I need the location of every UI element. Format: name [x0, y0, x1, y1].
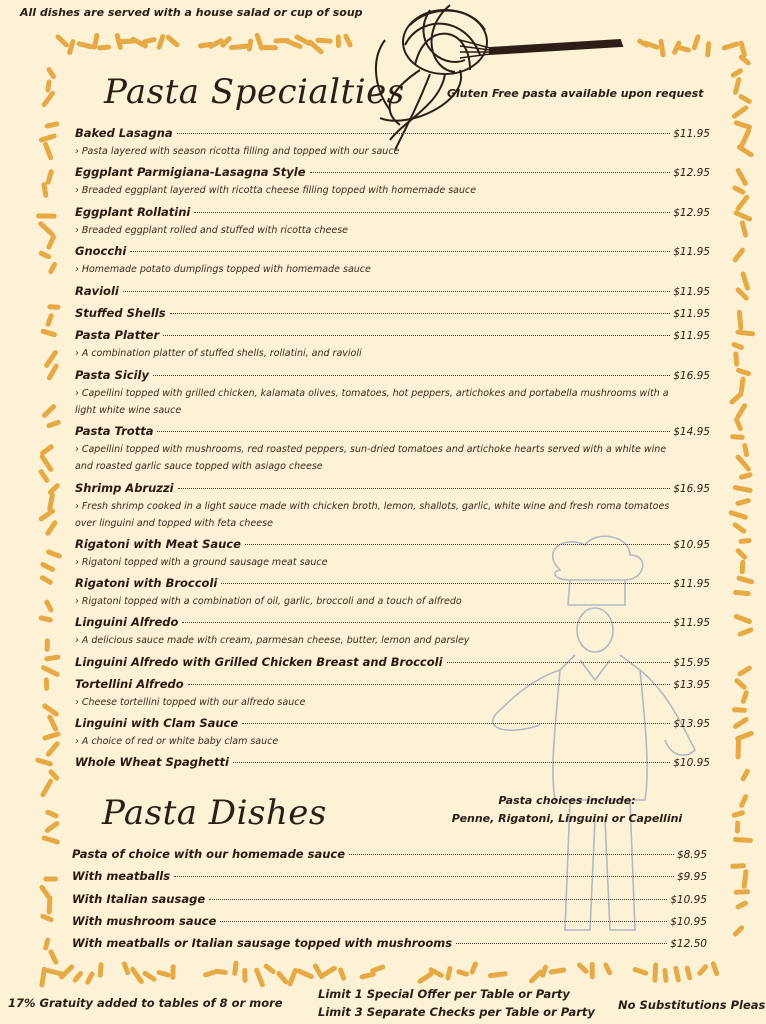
menu-item	[75, 328, 710, 362]
item-price: $13.95	[673, 718, 710, 730]
item-name: With Italian sausage	[72, 892, 206, 906]
item-name: With meatballs or Italian sausage topped with mushrooms	[72, 936, 453, 950]
item-name: Pasta of choice with our homemade sauce	[72, 847, 346, 861]
menu-item	[75, 716, 710, 750]
item-name: Stuffed Shells	[75, 306, 166, 320]
menu-item	[75, 677, 710, 711]
item-name: Eggplant Parmigiana-Lasagna Style	[75, 165, 306, 179]
item-name: Eggplant Rollatini	[75, 205, 191, 219]
item-name: Linguini Alfredo with Grilled Chicken Breast and Broccoli	[75, 655, 443, 669]
menu-item	[75, 205, 710, 239]
menu-item	[75, 424, 710, 475]
item-price: $11.95	[673, 617, 710, 629]
item-description: › Pasta layered with season ricotta filling and topped with our sauce	[75, 146, 400, 157]
limit-offer-note: Limit 1 Special Offer per Table or Party	[318, 987, 570, 1001]
specialties-title: Pasta Specialties	[104, 72, 405, 112]
menu-item	[75, 655, 710, 669]
item-description: › A choice of red or white baby clam sauce	[75, 736, 279, 747]
menu-item	[75, 576, 710, 610]
menu-item	[72, 869, 707, 883]
item-price: $12.95	[673, 167, 710, 179]
menu-item	[75, 368, 710, 419]
menu-item	[75, 244, 710, 278]
limit-checks-note: Limit 3 Separate Checks per Table or Party	[318, 1005, 595, 1019]
menu-item	[75, 615, 710, 649]
item-price: $11.95	[673, 330, 710, 342]
item-price: $15.95	[673, 657, 710, 669]
menu-item	[75, 481, 710, 532]
item-description: › A delicious sauce made with cream, parmesan cheese, butter, lemon and parsley	[75, 635, 470, 646]
item-name: Linguini Alfredo	[75, 615, 179, 629]
top-note: All dishes are served with a house salad or cup of soup	[20, 6, 363, 19]
item-name: Shrimp Abruzzi	[75, 481, 174, 495]
item-name: With meatballs	[72, 869, 171, 883]
item-price: $16.95	[673, 483, 710, 495]
item-name: Whole Wheat Spaghetti	[75, 755, 229, 769]
gluten-free-note: Gluten Free pasta available upon request	[447, 87, 704, 100]
pasta-choices-heading: Pasta choices include:	[498, 794, 636, 807]
item-description: › Rigatoni topped with a combination of oil, garlic, broccoli and a touch of alfredo	[75, 596, 462, 607]
item-price: $11.95	[673, 286, 710, 298]
item-price: $14.95	[673, 426, 710, 438]
item-name: Ravioli	[75, 284, 119, 298]
item-price: $10.95	[673, 757, 710, 769]
menu-item	[72, 914, 707, 928]
item-name: Rigatoni with Broccoli	[75, 576, 218, 590]
item-description: › Capellini topped with grilled chicken, kalamata olives, tomatoes, hot peppers, artichokes and portabella mushrooms with a light white wine sauce	[75, 388, 669, 416]
menu-item	[75, 537, 710, 571]
item-price: $9.95	[676, 871, 707, 883]
item-name: Rigatoni with Meat Sauce	[75, 537, 241, 551]
item-price: $13.95	[673, 679, 710, 691]
item-price: $8.95	[676, 849, 707, 861]
item-price: $16.95	[673, 370, 710, 382]
no-substitutions-note: No Substitutions Pleas	[618, 998, 766, 1012]
item-description: › Fresh shrimp cooked in a light sauce made with chicken broth, lemon, shallots, garlic, white wine and fresh roma tomatoes over linguini and topped with feta cheese	[75, 501, 670, 529]
menu-item	[72, 847, 707, 861]
item-name: Linguini with Clam Sauce	[75, 716, 239, 730]
menu-item	[75, 306, 710, 320]
item-price: $12.95	[673, 207, 710, 219]
item-name: Pasta Platter	[75, 328, 160, 342]
item-description: › Rigatoni topped with a ground sausage meat sauce	[75, 557, 328, 568]
pasta-choices-list: Penne, Rigatoni, Linguini or Capellini	[451, 812, 683, 825]
item-description: › Homemade potato dumplings topped with homemade sauce	[75, 264, 371, 275]
item-description: › Breaded eggplant layered with ricotta cheese filling topped with homemade sauce	[75, 185, 477, 196]
item-description: › Capellini topped with mushrooms, red roasted peppers, sun-dried tomatoes and artichoke hearts served with a white wine and roasted garlic sauce topped with asiago cheese	[75, 444, 667, 472]
item-price: $10.95	[673, 539, 710, 551]
menu-item	[75, 755, 710, 769]
item-description: › A combination platter of stuffed shells, rollatini, and ravioli	[75, 348, 362, 359]
item-price: $11.95	[673, 308, 710, 320]
item-name: Pasta Sicily	[75, 368, 149, 382]
item-name: Pasta Trotta	[75, 424, 154, 438]
item-name: Gnocchi	[75, 244, 127, 258]
menu-item	[72, 936, 707, 950]
item-price: $10.95	[670, 894, 707, 906]
menu-item	[75, 126, 710, 160]
item-description: › Breaded eggplant rolled and stuffed with ricotta cheese	[75, 225, 348, 236]
item-price: $11.95	[673, 246, 710, 258]
menu-item	[75, 284, 710, 298]
dishes-title: Pasta Dishes	[102, 793, 327, 833]
item-name: Tortellini Alfredo	[75, 677, 184, 691]
menu-item	[72, 892, 707, 906]
item-price: $10.95	[670, 916, 707, 928]
item-price: $11.95	[673, 578, 710, 590]
item-price: $11.95	[673, 128, 710, 140]
menu-item	[75, 165, 710, 199]
gratuity-note: 17% Gratuity added to tables of 8 or more	[8, 996, 283, 1010]
item-name: Baked Lasagna	[75, 126, 173, 140]
item-name: With mushroom sauce	[72, 914, 217, 928]
item-description: › Cheese tortellini topped with our alfredo sauce	[75, 697, 306, 708]
item-price: $12.50	[670, 938, 707, 950]
